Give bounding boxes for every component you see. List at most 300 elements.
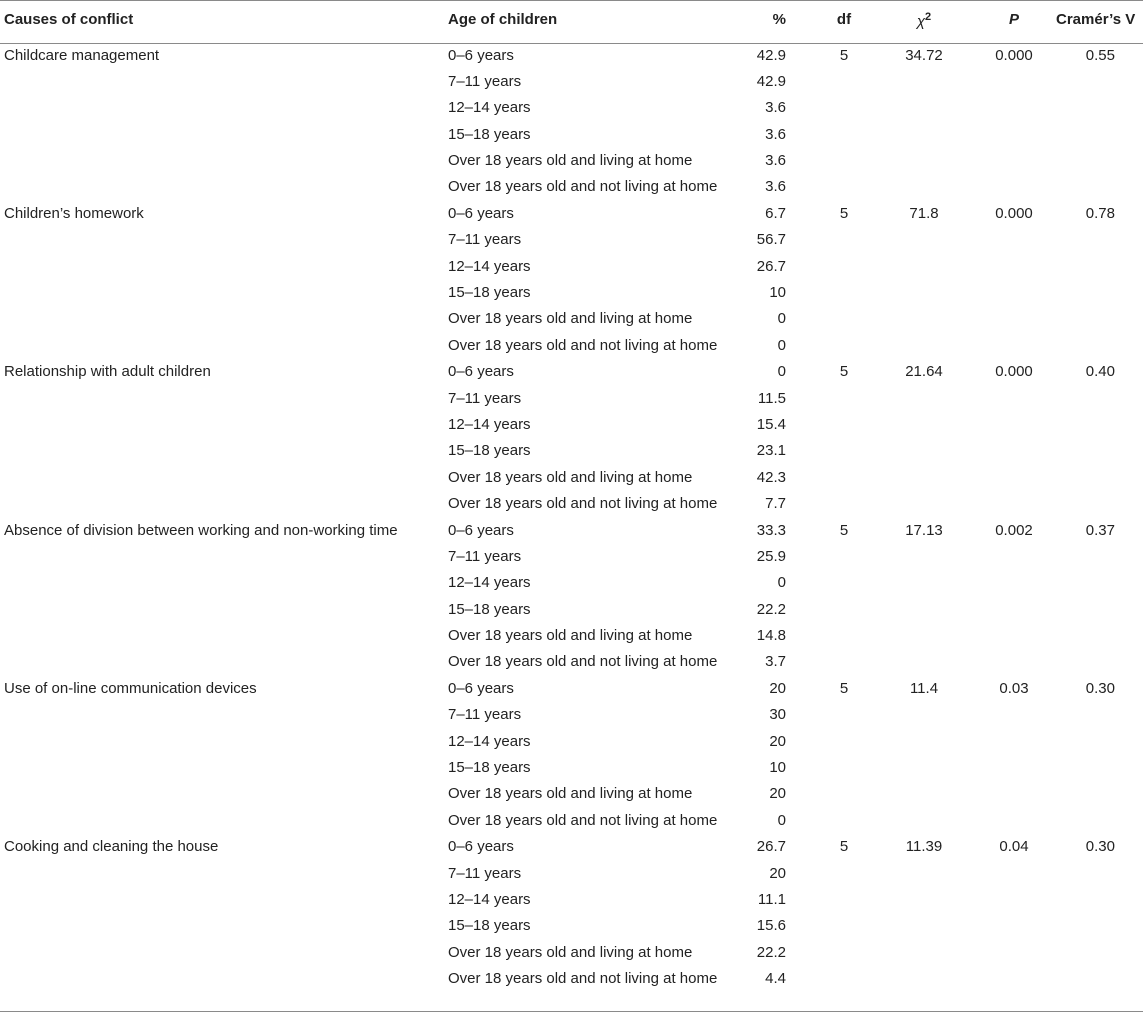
percent-cell: 3.6 bbox=[765, 99, 786, 117]
table-row bbox=[0, 228, 1143, 254]
cramers-v-cell-empty bbox=[1056, 888, 1143, 914]
cause-cell-empty bbox=[0, 967, 446, 998]
age-cell: 15–18 years bbox=[448, 759, 531, 777]
p-value-cell-empty bbox=[972, 228, 1056, 254]
chi-square-cell: 11.39 bbox=[905, 838, 943, 856]
age-cell: Over 18 years old and not living at home bbox=[448, 495, 718, 513]
cramers-v-cell-empty bbox=[1056, 730, 1143, 756]
table-row bbox=[0, 809, 1143, 835]
df-cell-empty bbox=[812, 703, 876, 729]
table-row bbox=[0, 967, 1143, 998]
cause-cell: Absence of division between working and non-working time bbox=[4, 521, 398, 539]
chi-square-cell-empty bbox=[876, 967, 972, 998]
cramers-v-cell: 0.55 bbox=[1085, 47, 1115, 64]
percent-cell: 11.1 bbox=[757, 891, 786, 908]
header-row bbox=[0, 1, 1143, 44]
cramers-v-cell: 0.30 bbox=[1085, 679, 1115, 697]
p-value-cell-empty bbox=[972, 255, 1056, 281]
p-value-cell-empty bbox=[972, 175, 1056, 201]
age-cell: Over 18 years old and not living at home bbox=[448, 653, 718, 671]
header-df: df bbox=[836, 11, 852, 28]
chi-square-cell-empty bbox=[876, 334, 972, 360]
table-row bbox=[0, 387, 1143, 413]
chi-square-cell: 21.64 bbox=[905, 363, 943, 381]
cause-cell-empty bbox=[0, 545, 446, 571]
percent-cell: 20 bbox=[769, 864, 786, 882]
df-cell-empty bbox=[812, 281, 876, 307]
cause-cell-empty bbox=[0, 149, 446, 175]
percent-cell: 26.7 bbox=[756, 838, 786, 856]
cramers-v-cell-empty bbox=[1056, 571, 1143, 597]
cramers-v-cell-empty bbox=[1056, 624, 1143, 650]
chi-square-cell-empty bbox=[876, 413, 972, 439]
age-cell: Over 18 years old and living at home bbox=[448, 310, 693, 328]
percent-cell: 25.9 bbox=[756, 547, 786, 565]
chi-square-cell-empty bbox=[876, 96, 972, 122]
df-cell-empty bbox=[812, 571, 876, 597]
cause-cell-empty bbox=[0, 307, 446, 333]
cause-cell-empty bbox=[0, 598, 446, 624]
age-cell: 12–14 years bbox=[448, 732, 531, 750]
p-value-cell: 0.03 bbox=[999, 679, 1029, 697]
chi-square-cell: 11.4 bbox=[909, 679, 939, 697]
cramers-v-cell-empty bbox=[1056, 782, 1143, 808]
percent-cell: 4.4 bbox=[765, 970, 786, 988]
percent-cell: 22.2 bbox=[756, 600, 786, 618]
age-cell: 7–11 years bbox=[448, 706, 522, 724]
chi-square-cell-empty bbox=[876, 387, 972, 413]
cause-cell-empty bbox=[0, 255, 446, 281]
cause-cell-empty bbox=[0, 703, 446, 729]
df-cell-empty bbox=[812, 413, 876, 439]
chi-square-cell-empty bbox=[876, 650, 972, 676]
p-value-cell-empty bbox=[972, 281, 1056, 307]
p-value-cell-empty bbox=[972, 862, 1056, 888]
age-cell: 7–11 years bbox=[448, 72, 522, 90]
chi-square-cell-empty bbox=[876, 70, 972, 96]
table-row bbox=[0, 941, 1143, 967]
percent-cell: 42.9 bbox=[756, 47, 786, 64]
percent-cell: 20 bbox=[769, 679, 786, 697]
percent-cell: 0 bbox=[777, 336, 786, 354]
chi-square-cell-empty bbox=[876, 123, 972, 149]
table-row bbox=[0, 492, 1143, 518]
cramers-v-cell-empty bbox=[1056, 149, 1143, 175]
chi-square-cell-empty bbox=[876, 439, 972, 465]
df-cell-empty bbox=[812, 730, 876, 756]
cause-cell-empty bbox=[0, 334, 446, 360]
cramers-v-cell-empty bbox=[1056, 545, 1143, 571]
p-value-cell-empty bbox=[972, 571, 1056, 597]
age-cell: 12–14 years bbox=[448, 415, 531, 433]
p-value-cell-empty bbox=[972, 307, 1056, 333]
cramers-v-cell-empty bbox=[1056, 862, 1143, 888]
table-row bbox=[0, 888, 1143, 914]
chi-square-cell-empty bbox=[876, 466, 972, 492]
df-cell-empty bbox=[812, 492, 876, 518]
table-header bbox=[0, 1, 1143, 44]
age-cell: 0–6 years bbox=[448, 838, 514, 856]
header-causes-of-conflict: Causes of conflict bbox=[4, 11, 134, 28]
p-value-cell-empty bbox=[972, 888, 1056, 914]
p-value-cell-empty bbox=[972, 914, 1056, 940]
cause-cell-empty bbox=[0, 624, 446, 650]
table-row bbox=[0, 307, 1143, 333]
df-cell-empty bbox=[812, 650, 876, 676]
p-value-cell-empty bbox=[972, 149, 1056, 175]
cramers-v-cell-empty bbox=[1056, 914, 1143, 940]
age-cell: Over 18 years old and living at home bbox=[448, 627, 693, 645]
p-value-cell-empty bbox=[972, 730, 1056, 756]
age-cell: Over 18 years old and living at home bbox=[448, 785, 693, 803]
p-value-cell: 0.000 bbox=[995, 47, 1033, 64]
p-value-cell-empty bbox=[972, 466, 1056, 492]
cause-cell: Childcare management bbox=[4, 47, 160, 64]
p-value-cell-empty bbox=[972, 703, 1056, 729]
percent-cell: 3.6 bbox=[765, 125, 786, 143]
chi-square-cell-empty bbox=[876, 862, 972, 888]
chi-square-cell-empty bbox=[876, 228, 972, 254]
header-cramers-v: Cramér’s V bbox=[1056, 11, 1136, 28]
cramers-v-cell-empty bbox=[1056, 650, 1143, 676]
table-row bbox=[0, 96, 1143, 122]
df-cell: 5 bbox=[839, 521, 849, 539]
cramers-v-cell-empty bbox=[1056, 334, 1143, 360]
cause-cell-empty bbox=[0, 228, 446, 254]
p-value-cell-empty bbox=[972, 123, 1056, 149]
cause-cell-empty bbox=[0, 571, 446, 597]
age-cell: 7–11 years bbox=[448, 864, 522, 882]
age-cell: 12–14 years bbox=[448, 99, 531, 117]
chi-square-cell-empty bbox=[876, 703, 972, 729]
percent-cell: 56.7 bbox=[756, 231, 786, 249]
age-cell: Over 18 years old and not living at home bbox=[448, 811, 718, 829]
df-cell-empty bbox=[812, 967, 876, 998]
table-row bbox=[0, 703, 1143, 729]
p-value-cell-empty bbox=[972, 782, 1056, 808]
cause-cell-empty bbox=[0, 175, 446, 201]
cause-cell-empty bbox=[0, 70, 446, 96]
chi-square-cell-empty bbox=[876, 545, 972, 571]
table-row bbox=[0, 782, 1143, 808]
df-cell-empty bbox=[812, 756, 876, 782]
chi-square-cell-empty bbox=[876, 888, 972, 914]
cause-cell-empty bbox=[0, 730, 446, 756]
p-value-cell-empty bbox=[972, 96, 1056, 122]
percent-cell: 3.6 bbox=[765, 178, 786, 196]
cramers-v-cell-empty bbox=[1056, 175, 1143, 201]
df-cell-empty bbox=[812, 307, 876, 333]
age-cell: Over 18 years old and living at home bbox=[448, 152, 693, 170]
table-row bbox=[0, 439, 1143, 465]
table-row bbox=[0, 413, 1143, 439]
table-row bbox=[0, 202, 1143, 228]
cause-cell-empty bbox=[0, 96, 446, 122]
chi-square-cell-empty bbox=[876, 175, 972, 201]
p-value-cell: 0.000 bbox=[995, 363, 1033, 381]
percent-cell: 6.7 bbox=[765, 204, 786, 222]
header-p-value: P bbox=[1008, 11, 1019, 28]
age-cell: 0–6 years bbox=[448, 204, 514, 222]
chi-square-cell-empty bbox=[876, 730, 972, 756]
chi-square-cell-empty bbox=[876, 941, 972, 967]
header-percent: % bbox=[772, 11, 786, 28]
chi-square-cell-empty bbox=[876, 598, 972, 624]
age-cell: 0–6 years bbox=[448, 363, 514, 381]
table-row bbox=[0, 862, 1143, 888]
df-cell-empty bbox=[812, 545, 876, 571]
df-cell-empty bbox=[812, 96, 876, 122]
cause-cell-empty bbox=[0, 413, 446, 439]
chi-square-cell-empty bbox=[876, 149, 972, 175]
table-row bbox=[0, 466, 1143, 492]
cause-cell-empty bbox=[0, 492, 446, 518]
age-cell: 15–18 years bbox=[448, 442, 531, 460]
age-cell: 7–11 years bbox=[448, 231, 522, 249]
percent-cell: 0 bbox=[777, 310, 786, 328]
p-value-cell-empty bbox=[972, 439, 1056, 465]
age-cell: 0–6 years bbox=[448, 679, 514, 697]
percent-cell: 14.8 bbox=[756, 627, 786, 645]
p-value-cell-empty bbox=[972, 413, 1056, 439]
df-cell-empty bbox=[812, 387, 876, 413]
cramers-v-cell-empty bbox=[1056, 439, 1143, 465]
df-cell-empty bbox=[812, 334, 876, 360]
cramers-v-cell-empty bbox=[1056, 307, 1143, 333]
df-cell-empty bbox=[812, 782, 876, 808]
cause-cell: Relationship with adult children bbox=[4, 363, 211, 381]
chi-square-cell-empty bbox=[876, 809, 972, 835]
p-value-cell-empty bbox=[972, 387, 1056, 413]
p-value-cell-empty bbox=[972, 70, 1056, 96]
df-cell-empty bbox=[812, 123, 876, 149]
df-cell-empty bbox=[812, 70, 876, 96]
percent-cell: 0 bbox=[777, 811, 786, 829]
p-value-cell-empty bbox=[972, 650, 1056, 676]
age-cell: 15–18 years bbox=[448, 125, 531, 143]
table-row bbox=[0, 835, 1143, 861]
chi-square-cell-empty bbox=[876, 281, 972, 307]
header-age-of-children: Age of children bbox=[448, 11, 558, 28]
chi-square-cell-empty bbox=[876, 255, 972, 281]
df-cell-empty bbox=[812, 914, 876, 940]
chi-square-cell-empty bbox=[876, 307, 972, 333]
cause-cell-empty bbox=[0, 123, 446, 149]
percent-cell: 10 bbox=[769, 284, 786, 302]
df-cell-empty bbox=[812, 228, 876, 254]
table-row bbox=[0, 545, 1143, 571]
cause-cell-empty bbox=[0, 756, 446, 782]
percent-cell: 0 bbox=[777, 363, 786, 381]
percent-cell: 15.6 bbox=[756, 917, 786, 935]
df-cell: 5 bbox=[839, 204, 849, 222]
percent-cell: 26.7 bbox=[756, 257, 786, 275]
percent-cell: 20 bbox=[769, 732, 786, 750]
df-cell-empty bbox=[812, 598, 876, 624]
p-value-cell: 0.000 bbox=[995, 204, 1033, 222]
age-cell: 12–14 years bbox=[448, 891, 531, 908]
table-row bbox=[0, 149, 1143, 175]
cause-cell-empty bbox=[0, 862, 446, 888]
chi-square-cell: 17.13 bbox=[905, 521, 943, 539]
age-cell: 15–18 years bbox=[448, 284, 531, 302]
chi-square-cell-empty bbox=[876, 492, 972, 518]
age-cell: 15–18 years bbox=[448, 917, 531, 935]
cause-cell: Use of on-line communication devices bbox=[4, 679, 257, 697]
age-cell: Over 18 years old and living at home bbox=[448, 468, 693, 486]
chi-square-cell-empty bbox=[876, 914, 972, 940]
cramers-v-cell-empty bbox=[1056, 255, 1143, 281]
chi-square-cell: 34.72 bbox=[905, 47, 943, 64]
age-cell: 7–11 years bbox=[448, 389, 522, 407]
cramers-v-cell-empty bbox=[1056, 281, 1143, 307]
percent-cell: 30 bbox=[769, 706, 786, 724]
cramers-v-cell-empty bbox=[1056, 941, 1143, 967]
df-cell-empty bbox=[812, 862, 876, 888]
table-row bbox=[0, 70, 1143, 96]
cramers-v-cell-empty bbox=[1056, 413, 1143, 439]
table-row bbox=[0, 123, 1143, 149]
cramers-v-cell-empty bbox=[1056, 70, 1143, 96]
table-row bbox=[0, 281, 1143, 307]
percent-cell: 33.3 bbox=[756, 521, 786, 539]
table-row bbox=[0, 914, 1143, 940]
p-value-cell-empty bbox=[972, 545, 1056, 571]
df-cell: 5 bbox=[839, 679, 849, 697]
p-value-cell-empty bbox=[972, 334, 1056, 360]
chi-square-cell-empty bbox=[876, 756, 972, 782]
cramers-v-cell: 0.78 bbox=[1085, 204, 1115, 222]
table-row bbox=[0, 730, 1143, 756]
cramers-v-cell-empty bbox=[1056, 967, 1143, 998]
p-value-cell-empty bbox=[972, 492, 1056, 518]
percent-cell: 42.9 bbox=[756, 72, 786, 90]
cramers-v-cell-empty bbox=[1056, 228, 1143, 254]
df-cell: 5 bbox=[839, 363, 849, 381]
cramers-v-cell-empty bbox=[1056, 123, 1143, 149]
cramers-v-cell: 0.30 bbox=[1085, 838, 1115, 856]
df-cell-empty bbox=[812, 149, 876, 175]
age-cell: Over 18 years old and not living at home bbox=[448, 336, 718, 354]
cramers-v-cell-empty bbox=[1056, 492, 1143, 518]
table-row bbox=[0, 677, 1143, 703]
df-cell-empty bbox=[812, 888, 876, 914]
age-cell: 15–18 years bbox=[448, 600, 531, 618]
table-row bbox=[0, 255, 1143, 281]
cramers-v-cell-empty bbox=[1056, 387, 1143, 413]
percent-cell: 20 bbox=[769, 785, 786, 803]
df-cell-empty bbox=[812, 439, 876, 465]
chi-superscript: 2 bbox=[925, 11, 932, 23]
chi-square-cell-empty bbox=[876, 624, 972, 650]
table-row bbox=[0, 571, 1143, 597]
cause-cell-empty bbox=[0, 888, 446, 914]
percent-cell: 11.5 bbox=[757, 389, 786, 407]
table-body bbox=[0, 44, 1143, 999]
cause-cell-empty bbox=[0, 439, 446, 465]
percent-cell: 7.7 bbox=[765, 495, 786, 513]
df-cell-empty bbox=[812, 624, 876, 650]
percent-cell: 23.1 bbox=[756, 442, 786, 460]
cause-cell-empty bbox=[0, 650, 446, 676]
df-cell-empty bbox=[812, 941, 876, 967]
table-row bbox=[0, 756, 1143, 782]
header-chi-square bbox=[876, 1, 972, 44]
age-cell: 0–6 years bbox=[448, 521, 514, 539]
p-value-cell: 0.002 bbox=[995, 521, 1033, 539]
cause-cell-empty bbox=[0, 281, 446, 307]
cause-cell: Cooking and cleaning the house bbox=[4, 838, 219, 856]
cause-cell-empty bbox=[0, 782, 446, 808]
table-row bbox=[0, 360, 1143, 386]
table-row bbox=[0, 624, 1143, 650]
table-bottom-rule bbox=[0, 1011, 1143, 1012]
percent-cell: 42.3 bbox=[756, 468, 786, 486]
chi-square-cell-empty bbox=[876, 782, 972, 808]
p-value-cell-empty bbox=[972, 809, 1056, 835]
df-cell-empty bbox=[812, 255, 876, 281]
cause-cell-empty bbox=[0, 387, 446, 413]
p-value-cell-empty bbox=[972, 624, 1056, 650]
chi-square-cell: 71.8 bbox=[909, 204, 939, 222]
cramers-v-cell-empty bbox=[1056, 756, 1143, 782]
cramers-v-cell-empty bbox=[1056, 466, 1143, 492]
cramers-v-cell-empty bbox=[1056, 809, 1143, 835]
cramers-v-cell: 0.37 bbox=[1085, 521, 1115, 539]
cramers-v-cell: 0.40 bbox=[1085, 363, 1115, 381]
df-cell: 5 bbox=[839, 838, 849, 856]
cramers-v-cell-empty bbox=[1056, 96, 1143, 122]
percent-cell: 15.4 bbox=[756, 415, 786, 433]
cramers-v-cell-empty bbox=[1056, 598, 1143, 624]
cause-cell-empty bbox=[0, 809, 446, 835]
percent-cell: 3.7 bbox=[765, 653, 786, 671]
age-cell: Over 18 years old and not living at home bbox=[448, 178, 718, 196]
chi-square-cell-empty bbox=[876, 571, 972, 597]
age-cell: 0–6 years bbox=[448, 47, 514, 64]
cause-cell: Children’s homework bbox=[4, 204, 144, 222]
table-row bbox=[0, 175, 1143, 201]
cause-cell-empty bbox=[0, 914, 446, 940]
percent-cell: 0 bbox=[777, 574, 786, 592]
table-row bbox=[0, 519, 1143, 545]
age-cell: Over 18 years old and living at home bbox=[448, 943, 693, 961]
table-row bbox=[0, 650, 1143, 676]
p-value-cell-empty bbox=[972, 941, 1056, 967]
age-cell: 7–11 years bbox=[448, 547, 522, 565]
p-value-cell-empty bbox=[972, 598, 1056, 624]
table-row bbox=[0, 44, 1143, 70]
cause-cell-empty bbox=[0, 941, 446, 967]
age-cell: Over 18 years old and not living at home bbox=[448, 970, 718, 988]
df-cell: 5 bbox=[839, 47, 849, 64]
cause-cell-empty bbox=[0, 466, 446, 492]
cramers-v-cell-empty bbox=[1056, 703, 1143, 729]
table-row bbox=[0, 598, 1143, 624]
percent-cell: 22.2 bbox=[756, 943, 786, 961]
percent-cell: 3.6 bbox=[765, 152, 786, 170]
df-cell-empty bbox=[812, 466, 876, 492]
df-cell-empty bbox=[812, 809, 876, 835]
p-value-cell-empty bbox=[972, 756, 1056, 782]
p-value-cell: 0.04 bbox=[999, 838, 1029, 856]
percent-cell: 10 bbox=[769, 759, 786, 777]
age-cell: 12–14 years bbox=[448, 257, 531, 275]
age-cell: 12–14 years bbox=[448, 574, 531, 592]
chi-symbol: χ bbox=[916, 13, 926, 30]
table-row bbox=[0, 334, 1143, 360]
p-value-cell-empty bbox=[972, 967, 1056, 998]
